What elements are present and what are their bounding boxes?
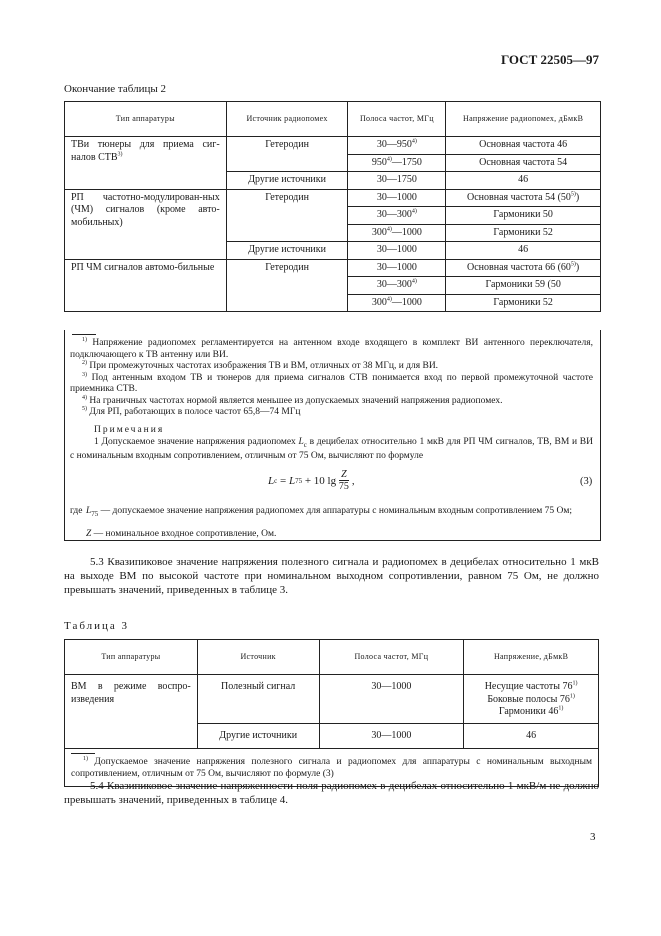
table2: [64, 101, 601, 312]
paragraph-5-4: 5.4 Квазипиковое значение напряженности поля радиопомех в децибелах относительно 1 мкВ/м не должно превышать значений, приведенных в таблице 4.: [64, 780, 599, 806]
col-header: Тип аппаратуры: [65, 102, 227, 137]
table-row: [65, 259, 601, 277]
cell-voltage: Гармоники 50: [446, 207, 601, 225]
cell-source: Другие источники: [226, 242, 348, 260]
footnote-rule: [72, 334, 96, 335]
cell-source: Другие источники: [197, 723, 319, 749]
cell-voltage: Гармоники 52: [446, 224, 601, 242]
table-row: [65, 137, 601, 155]
table3: [64, 639, 599, 787]
cell-source: Гетеродин: [226, 259, 348, 312]
cell-voltage: 46: [446, 242, 601, 260]
cell-voltage: Несущие частоты 76$^{1)}$ Боковые полосы 76$^{1)}$ Гармоники 46$^{1)}$: [464, 675, 599, 724]
standard-number: ГОСТ 22505—97: [500, 52, 599, 67]
cell-voltage: Гармоники 59 (50: [446, 277, 601, 295]
footnote: $^{4)}$ На граничных частотах нормой является меньшее из допускаемых значений напряжения радиопомех.: [82, 394, 503, 406]
page-number: 3: [590, 831, 596, 843]
table-row: [65, 189, 601, 207]
col-header: Источник: [197, 640, 319, 675]
cell-band: 30—950$^{4)}$: [348, 137, 446, 155]
cell-band: 30—1000: [319, 723, 464, 749]
cell-band: 30—1000: [348, 189, 446, 207]
cell-band: 300$^{4)}$—1000: [348, 294, 446, 312]
col-header: Напряжение, дБмкВ: [464, 640, 599, 675]
col-header: Тип аппаратуры: [65, 640, 198, 675]
footnote: $^{2)}$ При промежуточных частотах изображения ТВ и ВМ, отличных от 38 МГц, и для ВИ.: [82, 359, 439, 371]
col-header: Источник радиопомех: [226, 102, 348, 137]
cell-voltage: 46: [446, 172, 601, 190]
table2-caption: Окончание таблицы 2: [64, 83, 166, 95]
paragraph-5-3: 5.3 Квазипиковое значение напряжения полезного сигнала и радиопомех в децибелах относительно 1 мкВ на выходе ВМ по высокой частоте при номинальном выходном сопротивлении, равном 75 Ом, не должно превышать значений, приведенных в таблице 3.: [64, 556, 599, 596]
col-header: Полоса частот, МГц: [348, 102, 446, 137]
cell-source: Другие источники: [226, 172, 348, 190]
cell-voltage: Основная частота 66 (60$^{5)}$): [446, 259, 601, 277]
footnote: $^{5)}$ Для РП, работающих в полосе частот 65,8—74 МГц: [82, 405, 301, 417]
cell-voltage: Основная частота 46: [446, 137, 601, 155]
cell-type: ВМ в режиме воспро-изведения: [65, 675, 198, 749]
cell-type: ТВи тюнеры для приема сиг-налов СТВ$^{3)}$: [65, 137, 227, 190]
cell-band: 30—1000: [348, 242, 446, 260]
cell-source: Гетеродин: [226, 189, 348, 242]
cell-band: 30—1000: [348, 259, 446, 277]
note-1: 1 Допускаемое значение напряжения радиопомех $L_c$ в децибелах относительно 1 мкВ для РП ЧМ сигналов, ТВ, ВМ и ВИ с номинальным входным сопротивлением, отличным от 75 Ом, вычисляют по формуле: [70, 437, 593, 462]
table2-header-row: [65, 102, 601, 137]
col-header: Полоса частот, МГц: [319, 640, 464, 675]
table-row: [65, 675, 599, 724]
table3-caption: Таблица 3: [64, 620, 130, 632]
cell-voltage: Основная частота 54 (50$^{5)}$): [446, 189, 601, 207]
table3-footnote: $^{1)}$ Допускаемое значение напряжения полезного сигнала и радиопомех для аппаратуры с номинальным выходным сопротивлением, отличным от 75 Ом, вычисляют по формуле (3): [65, 749, 599, 787]
formula-3: L c = L 75 + 10 lg Z 75 ,: [268, 469, 355, 492]
notes-heading: Примечания: [94, 425, 165, 435]
where-def-1: $L_{75}$ — допускаемое значение напряжения радиопомех для аппаратуры с номинальным входным сопротивлением 75 Ом;: [86, 506, 573, 518]
cell-band: 30—1750: [348, 172, 446, 190]
cell-source: Гетеродин: [226, 137, 348, 172]
col-header: Напряжение радиопомех, дБмкВ: [446, 102, 601, 137]
footnote: $^{1)}$ Напряжение радиопомех регламентируется на антенном входе входящего в комплект ВИ антенного переключателя, подключающего к ТВ антенну или ВИ.: [70, 336, 593, 360]
cell-voltage: Основная частота 54: [446, 154, 601, 172]
where-label: где: [70, 506, 83, 516]
footnote: $^{3)}$ Под антенным входом ТВ и тюнеров для приема сигналов СТВ понимается вход по первой промежуточной частоте приемника СТВ.: [70, 371, 593, 394]
cell-band: 30—300$^{4)}$: [348, 207, 446, 225]
table3-header-row: [65, 640, 599, 675]
fraction: Z 75: [338, 469, 349, 492]
footnotes: [70, 338, 593, 419]
where-def-2: Z — номинальное входное сопротивление, Ом.: [86, 529, 277, 539]
cell-source: Полезный сигнал: [197, 675, 319, 724]
cell-band: 300$^{4)}$—1000: [348, 224, 446, 242]
formula-number: (3): [580, 476, 593, 487]
cell-band: 950$^{4)}$—1750: [348, 154, 446, 172]
cell-band: 30—1000: [319, 675, 464, 724]
cell-band: 30—300$^{4)}$: [348, 277, 446, 295]
cell-voltage: Гармоники 52: [446, 294, 601, 312]
cell-voltage: 46: [464, 723, 599, 749]
cell-type: РП частотно-модулирован-ных (ЧМ) сигналов (кроме авто-мобильных): [65, 189, 227, 259]
cell-type: РП ЧМ сигналов автомо-бильные: [65, 259, 227, 312]
